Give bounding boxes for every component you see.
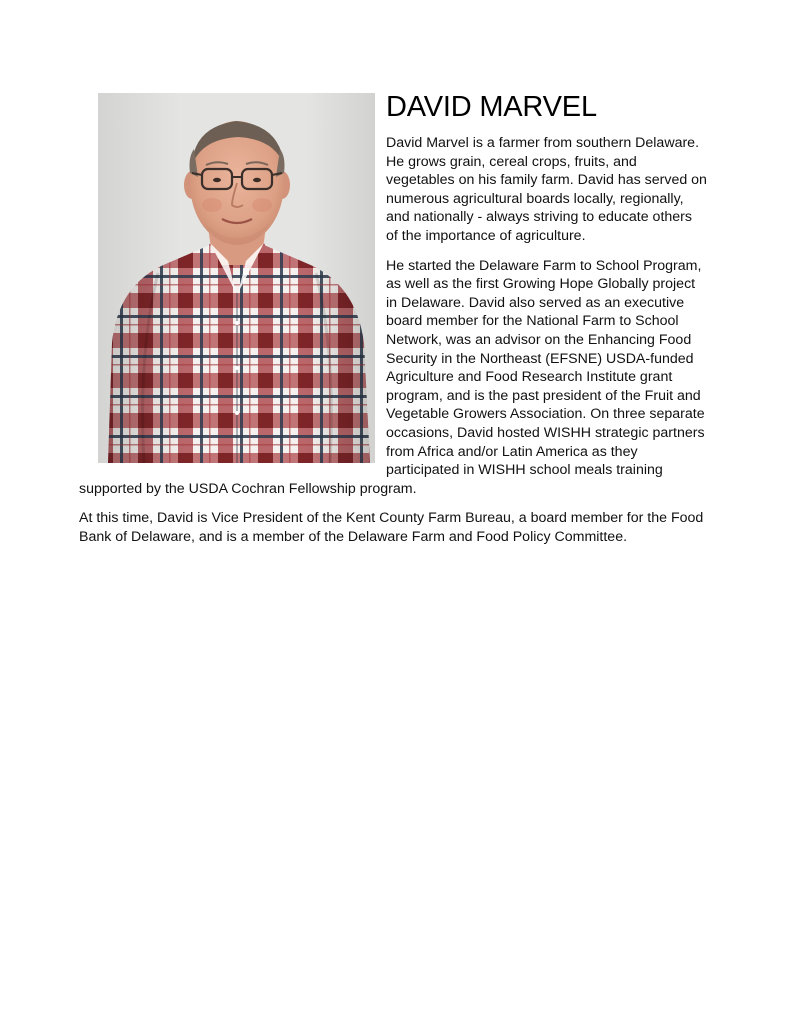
portrait-illustration <box>98 93 375 463</box>
bio-title: DAVID MARVEL <box>386 91 597 123</box>
bio-paragraph-1: David Marvel is a farmer from southern Delaware. He grows grain, cereal crops, fruits, and vegetables on his family farm. David has served on numerous agricultural boards locally, regionally, and nationally - always striving to educate others of the importance of agriculture. <box>386 135 707 244</box>
bio-content <box>79 88 707 557</box>
bio-paragraph-3: At this time, David is Vice President of the Kent County Farm Bureau, a board member for the Food Bank of Delaware, and is a member of the Delaware Farm and Food Policy Committee. <box>79 510 704 545</box>
portrait-photo <box>98 93 375 463</box>
bio-paragraph-2: He started the Delaware Farm to School Program, as well as the first Growing Hope Globally project in Delaware. David also served as an executive board member for the National Farm to School Network, was an advisor on the Enhancing Food Security in the Northeast (EFSNE) USDA-funded Agriculture and Food Research Institute grant program, and is the past president of the Fruit and Vegetable Growers Association. On three separate occasions, David hosted WISHH strategic partners from Africa and/or Latin America as they participated in WISHH school meals training supported by the USDA Cochran Fellowship program. <box>79 257 705 497</box>
